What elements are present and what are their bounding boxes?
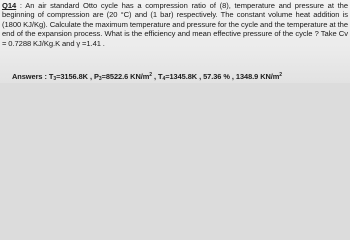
answer-p3-symbol: P xyxy=(93,72,99,81)
answer-p3-value: =8522.6 KN/m xyxy=(101,72,150,81)
answer-mep-superscript: 2 xyxy=(279,72,283,78)
answers-label: Answers : xyxy=(12,72,49,81)
answer-t3-subscript: 3 xyxy=(53,76,57,82)
question-colon: : xyxy=(16,1,26,10)
answer-t4-value-and-results: =1345.8K , 57.36 % , 1348.9 KN/m xyxy=(165,72,280,81)
answer-p3-subscript: 3 xyxy=(98,76,102,82)
problem-text-part1: An air standard Otto cycle has a compression ratio of (8), temperature and pressure at the beginning of compression are (20 °C) and (1 bar) respectively. The constant volume heat addition is (1800 KJ/Kg). Calculate the maximum temperature and pressure for the cycle and the temperature at the end of the expansion process. What is the efficiency and mean effective pressure of the cycle ? Take Cv xyxy=(2,1,348,39)
problem-text-part2: = 0.7288 KJ/Kg.K and γ =1.41 . xyxy=(2,38,105,48)
document-page xyxy=(0,0,350,83)
answer-t3-value: =3156.8K , xyxy=(56,72,94,81)
problem-statement xyxy=(2,1,348,48)
answer-p3-superscript: 2 xyxy=(149,72,153,78)
question-number: Q14 xyxy=(2,1,17,10)
answer-t4-symbol: , T xyxy=(152,72,163,81)
answer-t4-subscript: 4 xyxy=(162,76,166,82)
answer-t3-symbol: T xyxy=(48,72,54,81)
answers-line xyxy=(12,72,282,81)
